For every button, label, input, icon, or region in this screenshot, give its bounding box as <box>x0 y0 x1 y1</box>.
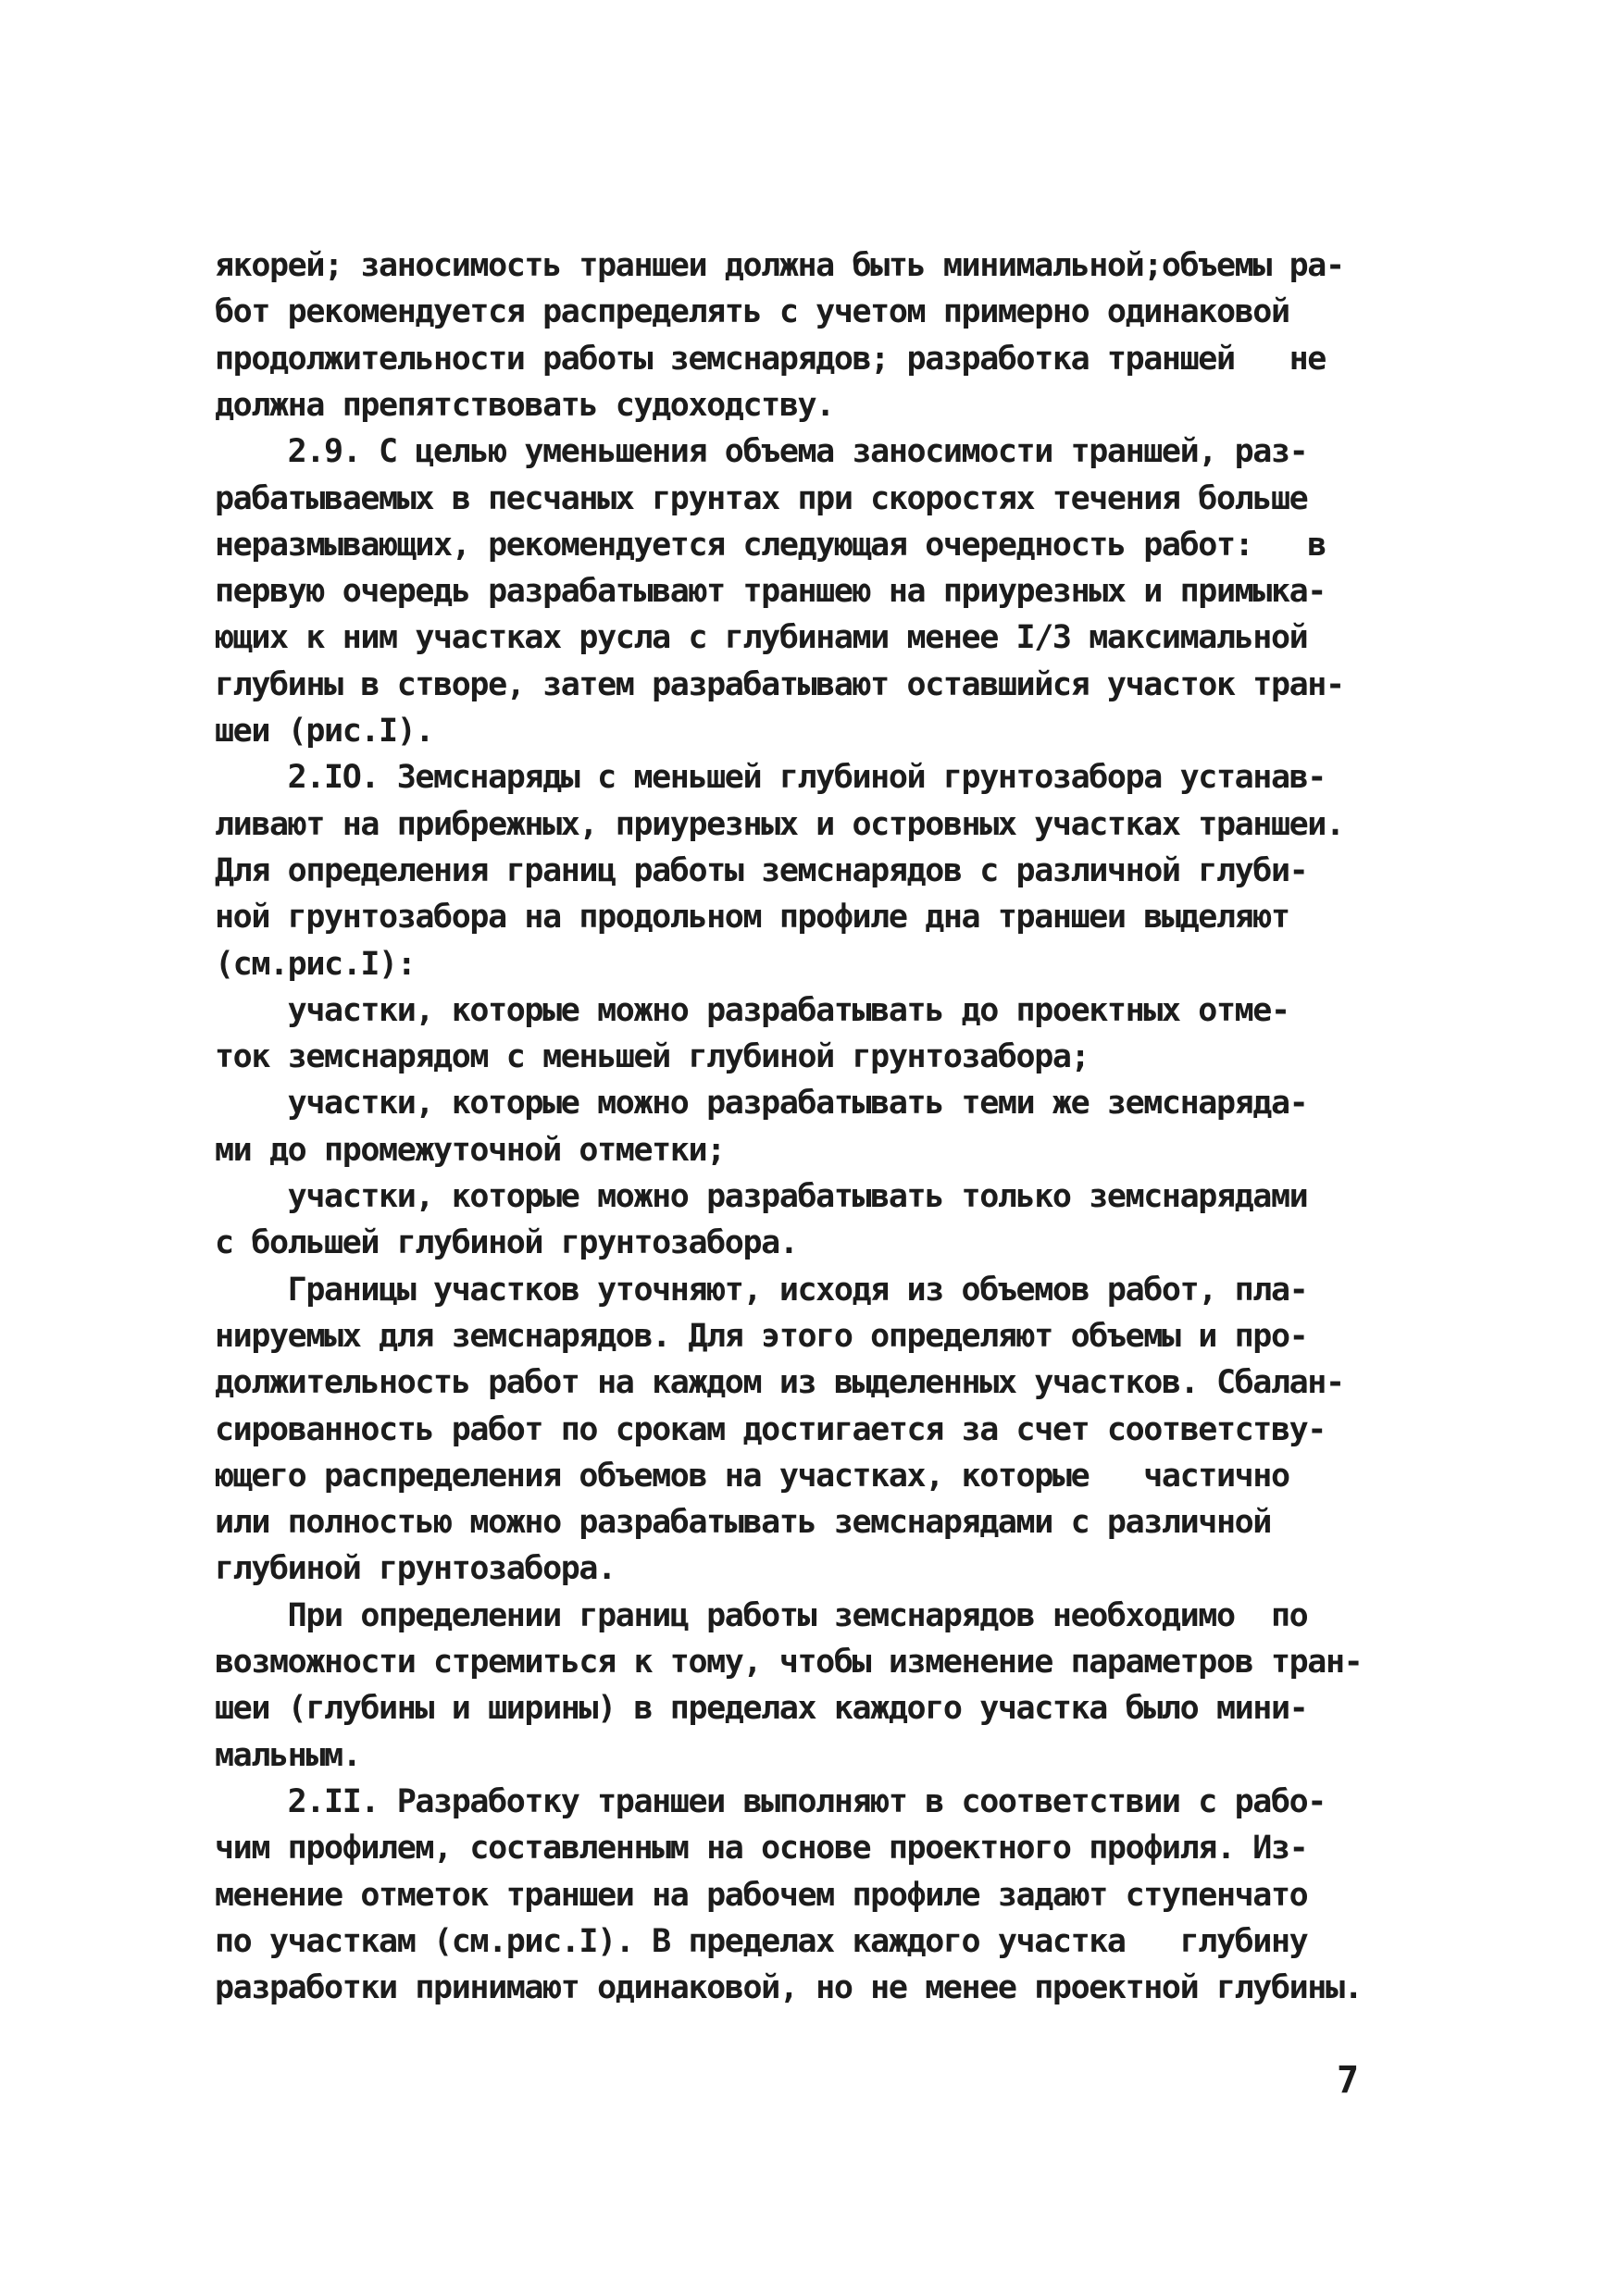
text-line: участки, которые можно разрабатывать до проектных отме- <box>215 991 1289 1029</box>
text-line: чим профилем, составленным на основе проектного профиля. Из- <box>215 1830 1308 1868</box>
text-line: по участкам (см.рис.I). В пределах каждого участка глубину <box>215 1922 1308 1960</box>
text-line: 2.II. Разработку траншеи выполняют в соответствии с рабо- <box>215 1782 1326 1820</box>
text-line: менение отметок траншеи на рабочем профиле задают ступенчато <box>215 1876 1308 1914</box>
text-line: ток земснарядом с меньшей глубиной грунтозабора; <box>215 1038 1090 1076</box>
text-line: глубины в створе, затем разрабатывают оставшийся участок тран- <box>215 665 1344 703</box>
text-line: неразмывающих, рекомендуется следующая очередность работ: в <box>215 526 1326 564</box>
text-line: глубиной грунтозабора. <box>215 1550 616 1588</box>
text-line: продолжительности работы земснарядов; разработка траншей не <box>215 340 1326 378</box>
text-line: участки, которые можно разрабатывать только земснарядами <box>215 1178 1308 1215</box>
text-line: шеи (рис.I). <box>215 713 434 750</box>
text-line: рабатываемых в песчаных грунтах при скоростях течения больше <box>215 479 1308 517</box>
text-line: шеи (глубины и ширины) в пределах каждого участка было мини- <box>215 1690 1308 1728</box>
text-line: мальным. <box>215 1736 361 1774</box>
text-line: возможности стремиться к тому, чтобы изменение параметров тран- <box>215 1644 1363 1681</box>
text-line: разработки принимают одинаковой, но не менее проектной глубины. <box>215 1969 1363 2007</box>
text-line: сированность работ по срокам достигается за счет соответству- <box>215 1410 1326 1448</box>
text-line: должительность работ на каждом из выделенных участков. Сбалан- <box>215 1364 1344 1402</box>
text-line: ливают на прибрежных, приурезных и островных участках траншеи. <box>215 805 1344 843</box>
text-line: Для определения границ работы земснарядов с различной глуби- <box>215 851 1308 889</box>
text-line: ной грунтозабора на продольном профиле дна траншеи выделяют <box>215 899 1289 937</box>
text-line: должна препятствовать судоходству. <box>215 386 834 424</box>
text-line: 2.9. С целью уменьшения объема заносимости траншей, раз- <box>215 433 1308 471</box>
text-line: При определении границ работы земснарядов необходимо по <box>215 1596 1308 1634</box>
text-line: Границы участков уточняют, исходя из объемов работ, пла- <box>215 1271 1308 1309</box>
text-line: якорей; заносимость траншеи должна быть минимальной;объемы ра- <box>215 247 1344 284</box>
text-line: 2.IO. Земснаряды с меньшей глубиной грунтозабора устанав- <box>215 759 1326 797</box>
text-line: ми до промежуточной отметки; <box>215 1131 725 1169</box>
text-line: или полностью можно разрабатывать земснарядами с различной <box>215 1504 1271 1542</box>
text-line: ющих к ним участках русла с глубинами менее I/3 максимальной <box>215 619 1308 657</box>
page-number: 7 <box>1337 2059 1360 2102</box>
text-line: участки, которые можно разрабатывать теми же земснаряда- <box>215 1085 1308 1123</box>
text-line: первую очередь разрабатывают траншею на приурезных и примыка- <box>215 573 1326 611</box>
text-line: бот рекомендуется распределять с учетом примерно одинаковой <box>215 293 1289 331</box>
text-line: с большей глубиной грунтозабора. <box>215 1224 798 1262</box>
text-line: ющего распределения объемов на участках, которые частично <box>215 1457 1289 1495</box>
text-line: нируемых для земснарядов. Для этого определяют объемы и про- <box>215 1317 1308 1355</box>
text-line: (см.рис.I): <box>215 945 416 983</box>
